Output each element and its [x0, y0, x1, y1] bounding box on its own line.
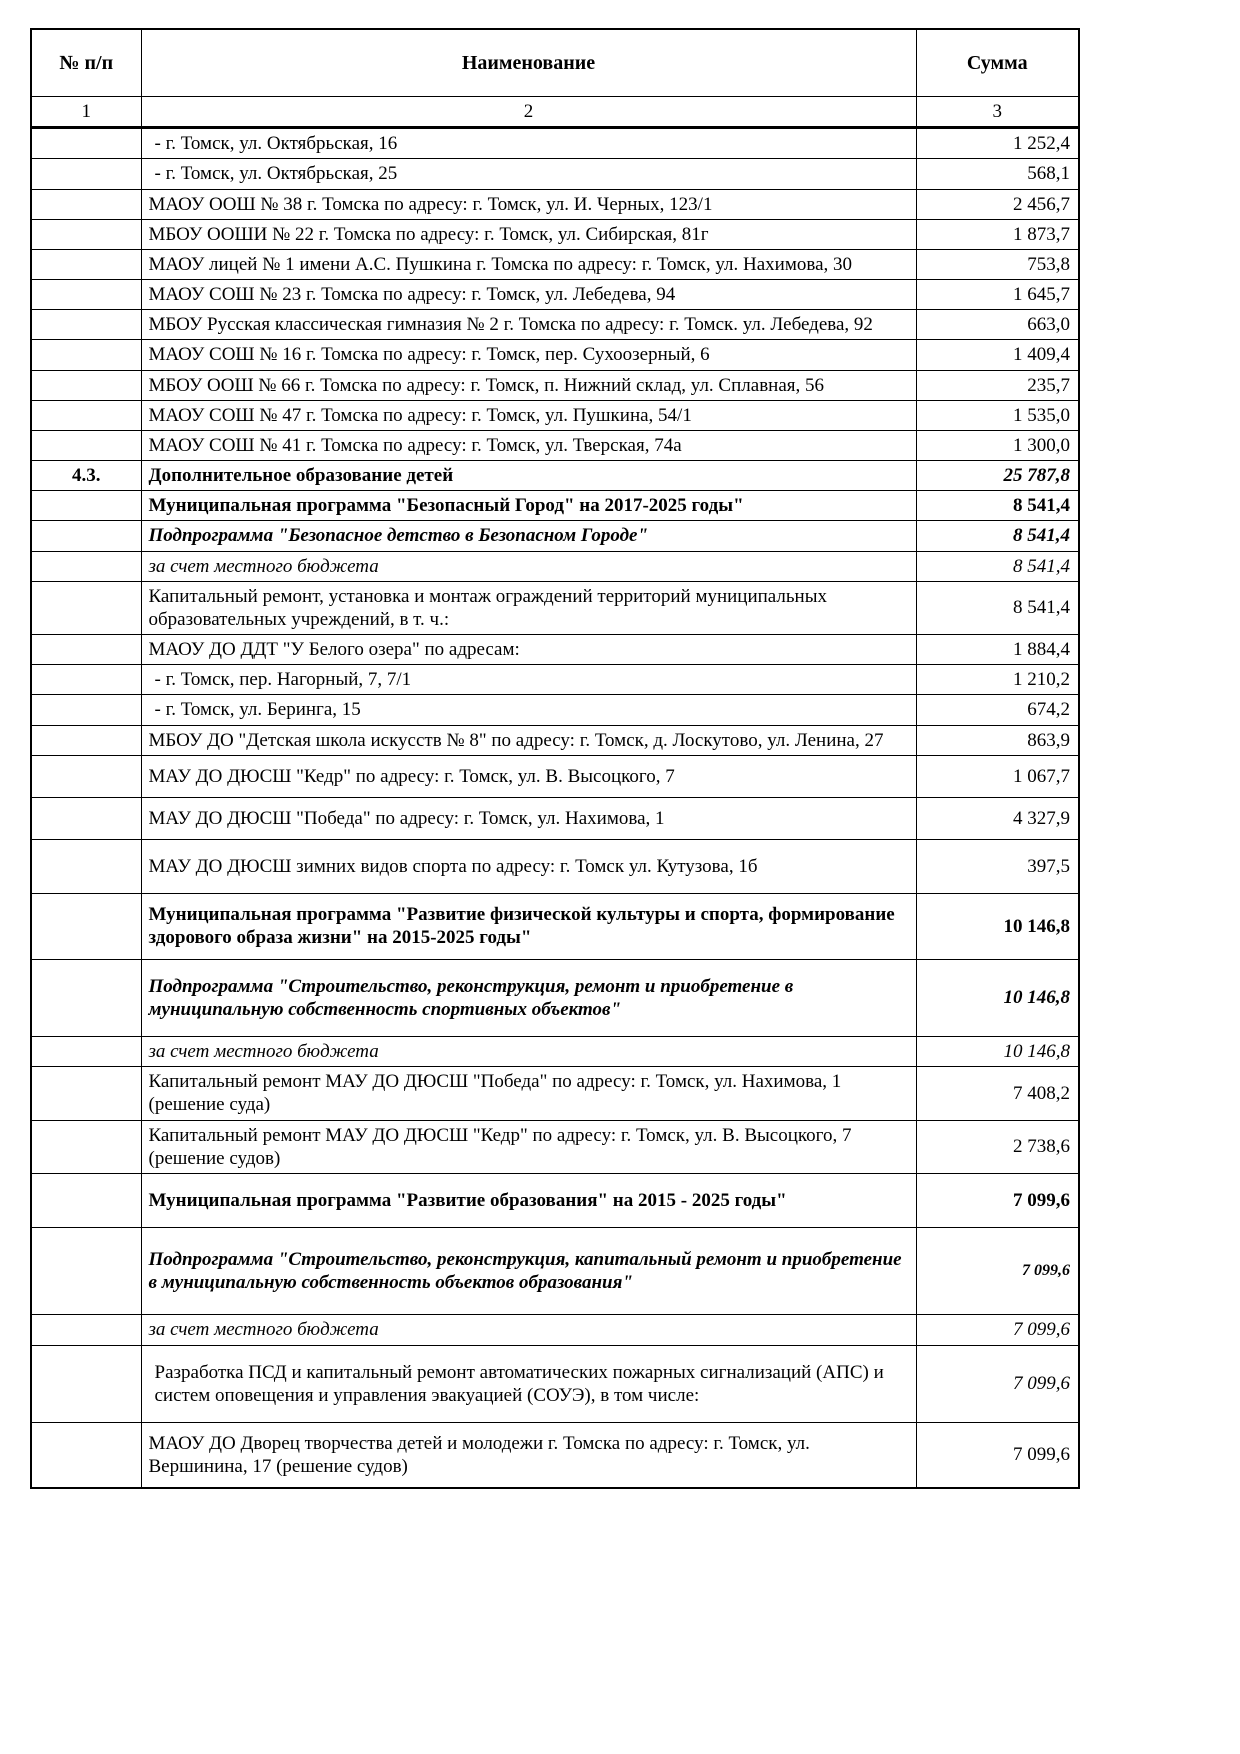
row-sum-cell: 7 099,6: [916, 1173, 1079, 1227]
row-name-cell: за счет местного бюджета: [141, 551, 916, 581]
row-sum-cell: 4 327,9: [916, 797, 1079, 839]
row-sum-cell: 8 541,4: [916, 521, 1079, 551]
row-number-cell: [31, 581, 141, 634]
table-row: [31, 128, 1079, 159]
row-number-cell: [31, 1120, 141, 1173]
table-row: [31, 1228, 1079, 1315]
row-sum-cell: 7 099,6: [916, 1315, 1079, 1345]
table-row: [31, 430, 1079, 460]
row-sum-cell: 1 645,7: [916, 280, 1079, 310]
row-number-cell: [31, 219, 141, 249]
table-row: [31, 755, 1079, 797]
row-number-cell: [31, 1036, 141, 1066]
row-number-cell: 4.3.: [31, 461, 141, 491]
row-name-cell: Муниципальная программа "Развитие образования" на 2015 - 2025 годы": [141, 1173, 916, 1227]
row-sum-cell: 7 099,6: [916, 1422, 1079, 1488]
row-number-cell: [31, 1173, 141, 1227]
col-index-2: 2: [141, 97, 916, 128]
row-name-cell: - г. Томск, пер. Нагорный, 7, 7/1: [141, 665, 916, 695]
row-sum-cell: 8 541,4: [916, 581, 1079, 634]
row-name-cell: МАОУ ООШ № 38 г. Томска по адресу: г. Томск, ул. И. Черных, 123/1: [141, 189, 916, 219]
table-row: [31, 1120, 1079, 1173]
row-name-cell: Подпрограмма "Безопасное детство в Безопасном Городе": [141, 521, 916, 551]
row-name-cell: МАОУ СОШ № 41 г. Томска по адресу: г. Томск, ул. Тверская, 74а: [141, 430, 916, 460]
row-sum-cell: 1 210,2: [916, 665, 1079, 695]
table-row: [31, 840, 1079, 894]
row-name-cell: МАОУ ДО Дворец творчества детей и молодежи г. Томска по адресу: г. Томск, ул. Вершинина, 17 (решение судов): [141, 1422, 916, 1488]
row-name-cell: - г. Томск, ул. Октябрьская, 25: [141, 159, 916, 189]
row-name-cell: МАОУ лицей № 1 имени А.С. Пушкина г. Томска по адресу: г. Томск, ул. Нахимова, 30: [141, 249, 916, 279]
row-name-cell: за счет местного бюджета: [141, 1036, 916, 1066]
row-sum-cell: 1 884,4: [916, 635, 1079, 665]
row-sum-cell: 1 300,0: [916, 430, 1079, 460]
row-number-cell: [31, 400, 141, 430]
row-name-cell: Капитальный ремонт МАУ ДО ДЮСШ "Победа" по адресу: г. Томск, ул. Нахимова, 1 (решение суда): [141, 1067, 916, 1120]
table-row: [31, 189, 1079, 219]
row-number-cell: [31, 1422, 141, 1488]
row-sum-cell: 568,1: [916, 159, 1079, 189]
row-number-cell: [31, 491, 141, 521]
row-sum-cell: 1 252,4: [916, 128, 1079, 159]
row-name-cell: Подпрограмма "Строительство, реконструкция, ремонт и приобретение в муниципальную собственность спортивных объектов": [141, 959, 916, 1036]
row-number-cell: [31, 189, 141, 219]
row-name-cell: МАОУ СОШ № 23 г. Томска по адресу: г. Томск, ул. Лебедева, 94: [141, 280, 916, 310]
col-index-1: 1: [31, 97, 141, 128]
table-row: [31, 1345, 1079, 1422]
row-number-cell: [31, 1067, 141, 1120]
row-name-cell: МАУ ДО ДЮСШ "Кедр" по адресу: г. Томск, ул. В. Высоцкого, 7: [141, 755, 916, 797]
row-number-cell: [31, 370, 141, 400]
row-sum-cell: 1 873,7: [916, 219, 1079, 249]
row-number-cell: [31, 128, 141, 159]
row-name-cell: МАОУ СОШ № 16 г. Томска по адресу: г. Томск, пер. Сухоозерный, 6: [141, 340, 916, 370]
table-row: [31, 400, 1079, 430]
table-row: [31, 219, 1079, 249]
column-index-row: [31, 97, 1079, 128]
budget-table: [30, 28, 1080, 1489]
row-sum-cell: 663,0: [916, 310, 1079, 340]
row-sum-cell: 8 541,4: [916, 551, 1079, 581]
row-name-cell: - г. Томск, ул. Беринга, 15: [141, 695, 916, 725]
row-name-cell: МБОУ ООШИ № 22 г. Томска по адресу: г. Томск, ул. Сибирская, 81г: [141, 219, 916, 249]
row-number-cell: [31, 755, 141, 797]
col-index-3: 3: [916, 97, 1079, 128]
table-row: [31, 461, 1079, 491]
row-name-cell: Капитальный ремонт МАУ ДО ДЮСШ "Кедр" по адресу: г. Томск, ул. В. Высоцкого, 7 (решение судов): [141, 1120, 916, 1173]
row-number-cell: [31, 1345, 141, 1422]
row-name-cell: Капитальный ремонт, установка и монтаж ограждений территорий муниципальных образовательных учреждений, в т. ч.:: [141, 581, 916, 634]
col-header-sum: Сумма: [916, 29, 1079, 97]
table-header-row: [31, 29, 1079, 97]
row-name-cell: МБОУ ООШ № 66 г. Томска по адресу: г. Томск, п. Нижний склад, ул. Сплавная, 56: [141, 370, 916, 400]
row-name-cell: Муниципальная программа "Развитие физической культуры и спорта, формирование здорового образа жизни" на 2015-2025 годы": [141, 894, 916, 959]
table-row: [31, 551, 1079, 581]
row-number-cell: [31, 725, 141, 755]
row-name-cell: МАОУ СОШ № 47 г. Томска по адресу: г. Томск, ул. Пушкина, 54/1: [141, 400, 916, 430]
table-row: [31, 370, 1079, 400]
row-name-cell: - г. Томск, ул. Октябрьская, 16: [141, 128, 916, 159]
table-row: [31, 1315, 1079, 1345]
row-name-cell: за счет местного бюджета: [141, 1315, 916, 1345]
col-header-name: Наименование: [141, 29, 916, 97]
row-number-cell: [31, 840, 141, 894]
row-number-cell: [31, 894, 141, 959]
row-name-cell: МБОУ Русская классическая гимназия № 2 г. Томска по адресу: г. Томск. ул. Лебедева, 92: [141, 310, 916, 340]
row-number-cell: [31, 310, 141, 340]
table-head: [31, 29, 1079, 128]
row-sum-cell: 2 738,6: [916, 1120, 1079, 1173]
table-row: [31, 249, 1079, 279]
row-sum-cell: 1 535,0: [916, 400, 1079, 430]
row-sum-cell: 8 541,4: [916, 491, 1079, 521]
row-sum-cell: 7 099,6: [916, 1228, 1079, 1315]
row-name-cell: МБОУ ДО "Детская школа искусств № 8" по адресу: г. Томск, д. Лоскутово, ул. Ленина, 27: [141, 725, 916, 755]
row-number-cell: [31, 340, 141, 370]
table-row: [31, 665, 1079, 695]
table-body: [31, 128, 1079, 1489]
row-number-cell: [31, 551, 141, 581]
row-number-cell: [31, 635, 141, 665]
row-sum-cell: 1 067,7: [916, 755, 1079, 797]
table-row: [31, 1036, 1079, 1066]
table-row: [31, 797, 1079, 839]
table-row: [31, 1422, 1079, 1488]
row-name-cell: Муниципальная программа "Безопасный Город" на 2017-2025 годы": [141, 491, 916, 521]
table-row: [31, 280, 1079, 310]
table-row: [31, 491, 1079, 521]
row-name-cell: МАУ ДО ДЮСШ "Победа" по адресу: г. Томск, ул. Нахимова, 1: [141, 797, 916, 839]
table-row: [31, 959, 1079, 1036]
row-sum-cell: 10 146,8: [916, 894, 1079, 959]
row-number-cell: [31, 1315, 141, 1345]
table-row: [31, 635, 1079, 665]
row-name-cell: Дополнительное образование детей: [141, 461, 916, 491]
row-number-cell: [31, 1228, 141, 1315]
row-number-cell: [31, 959, 141, 1036]
row-number-cell: [31, 430, 141, 460]
table-row: [31, 695, 1079, 725]
table-row: [31, 581, 1079, 634]
row-number-cell: [31, 521, 141, 551]
row-number-cell: [31, 280, 141, 310]
row-name-cell: Подпрограмма "Строительство, реконструкция, капитальный ремонт и приобретение в муниципальную собственность объектов образования": [141, 1228, 916, 1315]
row-name-cell: МАОУ ДО ДДТ "У Белого озера" по адресам:: [141, 635, 916, 665]
row-sum-cell: 7 408,2: [916, 1067, 1079, 1120]
row-number-cell: [31, 665, 141, 695]
row-sum-cell: 1 409,4: [916, 340, 1079, 370]
row-sum-cell: 863,9: [916, 725, 1079, 755]
col-header-num: № п/п: [31, 29, 141, 97]
row-name-cell: МАУ ДО ДЮСШ зимних видов спорта по адресу: г. Томск ул. Кутузова, 1б: [141, 840, 916, 894]
row-sum-cell: 674,2: [916, 695, 1079, 725]
row-sum-cell: 10 146,8: [916, 1036, 1079, 1066]
row-sum-cell: 2 456,7: [916, 189, 1079, 219]
table-row: [31, 159, 1079, 189]
row-sum-cell: 753,8: [916, 249, 1079, 279]
row-number-cell: [31, 695, 141, 725]
table-row: [31, 725, 1079, 755]
row-number-cell: [31, 249, 141, 279]
table-row: [31, 1067, 1079, 1120]
row-sum-cell: 25 787,8: [916, 461, 1079, 491]
table-row: [31, 894, 1079, 959]
row-number-cell: [31, 159, 141, 189]
row-sum-cell: 397,5: [916, 840, 1079, 894]
row-sum-cell: 235,7: [916, 370, 1079, 400]
table-row: [31, 521, 1079, 551]
row-name-cell: Разработка ПСД и капитальный ремонт автоматических пожарных сигнализаций (АПС) и систем оповещения и управления эвакуацией (СОУЭ), в том числе:: [141, 1345, 916, 1422]
row-sum-cell: 10 146,8: [916, 959, 1079, 1036]
table-row: [31, 310, 1079, 340]
table-row: [31, 1173, 1079, 1227]
row-number-cell: [31, 797, 141, 839]
table-row: [31, 340, 1079, 370]
row-sum-cell: 7 099,6: [916, 1345, 1079, 1422]
